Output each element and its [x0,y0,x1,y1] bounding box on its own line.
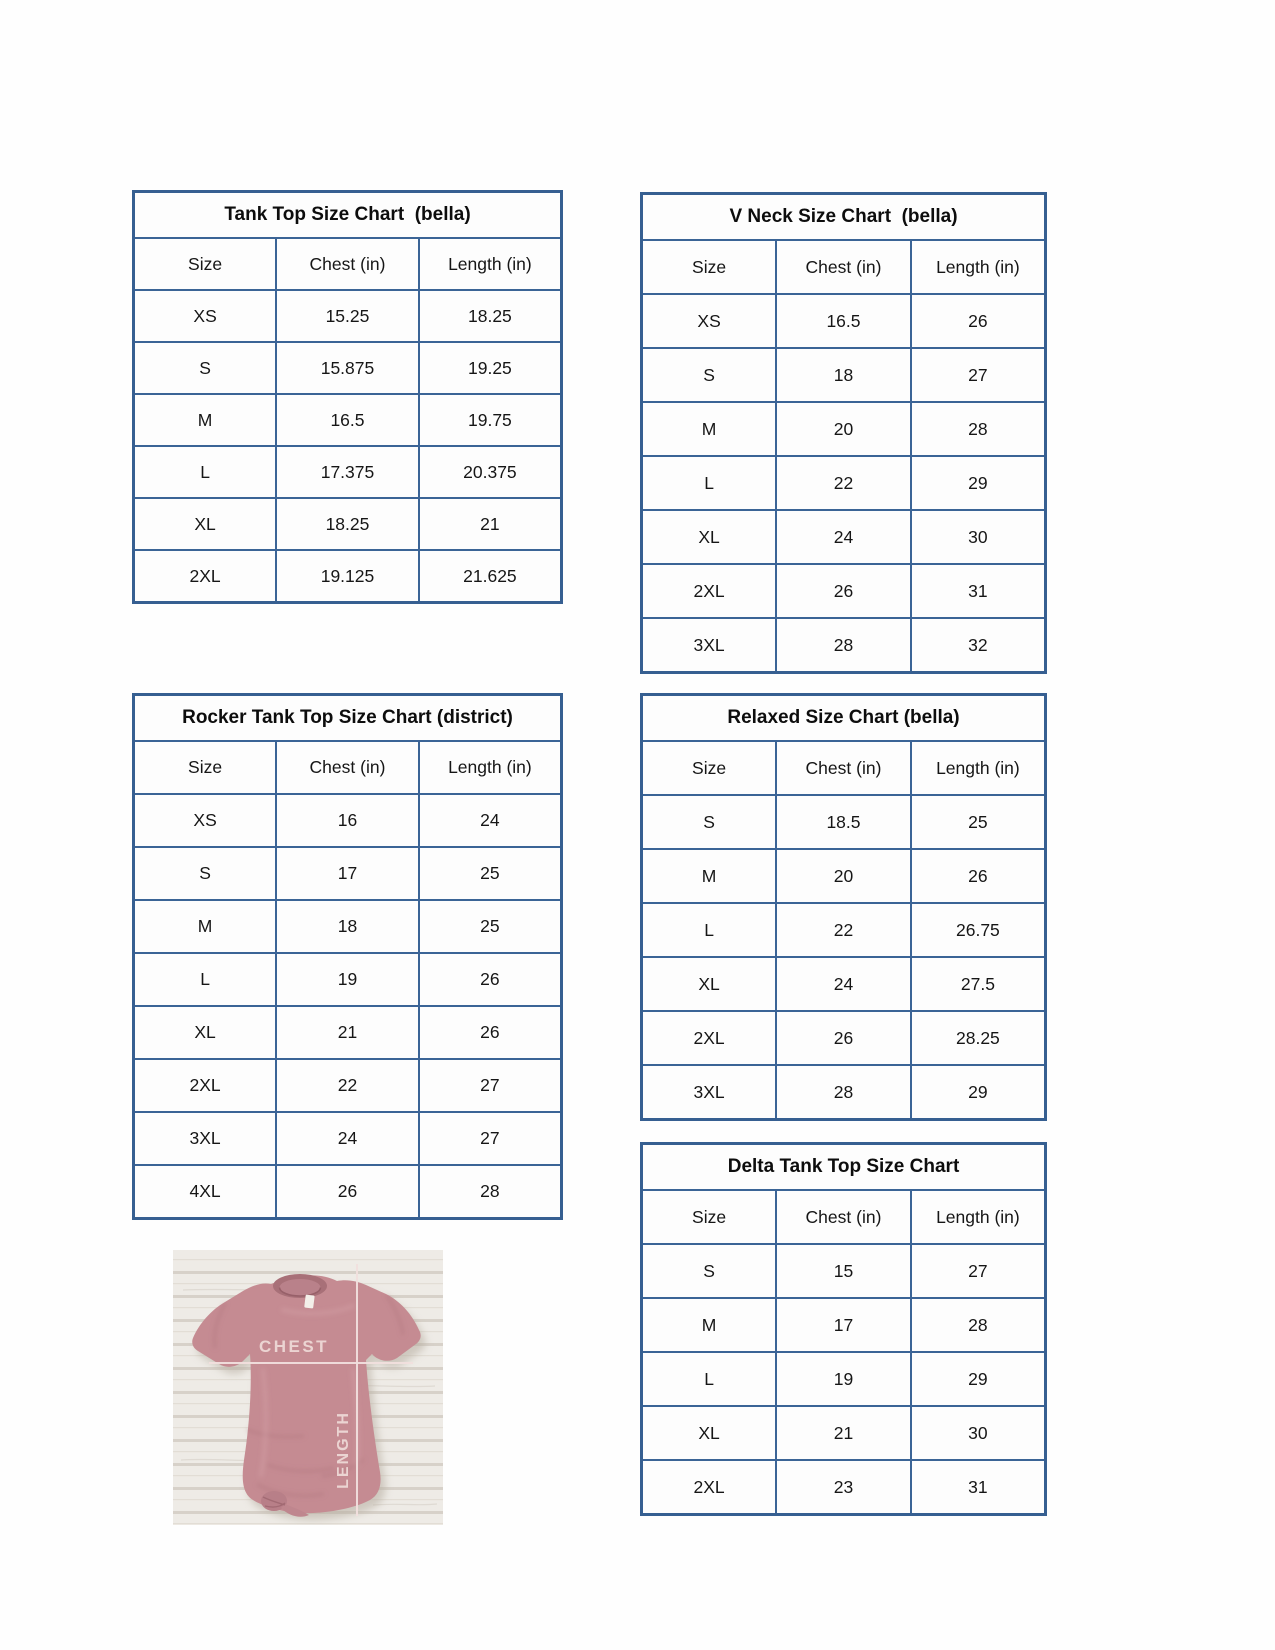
rocker-tank-top-title: Rocker Tank Top Size Chart (district) [134,695,562,742]
chest-cell: 22 [776,456,911,510]
length-cell: 28.25 [911,1011,1046,1065]
chest-cell: 18 [776,348,911,402]
relaxed-row [642,1011,1046,1065]
relaxed-row [642,903,1046,957]
length-cell: 26.75 [911,903,1046,957]
tank-top-row [134,290,562,342]
relaxed-title: Relaxed Size Chart (bella) [642,695,1046,742]
length-cell: 28 [911,1298,1046,1352]
size-cell: XL [134,498,277,550]
chest-cell: 20 [776,849,911,903]
rocker-tank-top-row [134,900,562,953]
chest-cell: 19.125 [276,550,419,603]
tank-top-size-table [132,190,563,604]
tank-top-column-header: Length (in) [419,238,562,290]
size-cell: XS [642,294,777,348]
chest-cell: 15.875 [276,342,419,394]
length-cell: 27 [419,1112,562,1165]
chest-cell: 15 [776,1244,911,1298]
size-cell: M [642,849,777,903]
length-cell: 21.625 [419,550,562,603]
size-cell: 2XL [642,564,777,618]
tshirt-photo-svg [173,1250,443,1525]
size-cell: L [642,456,777,510]
length-cell: 27.5 [911,957,1046,1011]
v-neck-row [642,348,1046,402]
tank-top-column-header: Size [134,238,277,290]
tank-top-row [134,550,562,603]
chest-cell: 28 [776,1065,911,1120]
delta-tank-top-row [642,1352,1046,1406]
length-cell: 31 [911,1460,1046,1515]
size-cell: S [134,847,277,900]
chest-cell: 24 [776,510,911,564]
rocker-tank-top-row [134,1165,562,1219]
rocker-tank-top-row [134,1112,562,1165]
delta-tank-top-column-header: Length (in) [911,1190,1046,1244]
v-neck-title: V Neck Size Chart (bella) [642,194,1046,241]
length-cell: 28 [419,1165,562,1219]
length-cell: 30 [911,1406,1046,1460]
chest-cell: 17 [276,847,419,900]
rocker-tank-top-column-header: Size [134,741,277,794]
size-cell: S [642,1244,777,1298]
tank-top-row [134,342,562,394]
tank-top-title: Tank Top Size Chart (bella) [134,192,562,239]
v-neck-row [642,456,1046,510]
relaxed-row [642,1065,1046,1120]
tank-top-row [134,446,562,498]
size-cell: L [134,446,277,498]
v-neck-row [642,564,1046,618]
chest-cell: 16 [276,794,419,847]
chest-cell: 22 [276,1059,419,1112]
chest-cell: 28 [776,618,911,673]
size-cell: 4XL [134,1165,277,1219]
v-neck-column-header: Size [642,240,777,294]
rocker-tank-top-size-table [132,693,563,1220]
length-cell: 29 [911,456,1046,510]
chest-cell: 20 [776,402,911,456]
length-cell: 25 [911,795,1046,849]
size-cell: 2XL [134,550,277,603]
length-cell: 19.75 [419,394,562,446]
length-cell: 31 [911,564,1046,618]
length-cell: 26 [419,1006,562,1059]
length-cell: 25 [419,847,562,900]
size-cell: S [134,342,277,394]
delta-tank-top-title: Delta Tank Top Size Chart [642,1144,1046,1191]
rocker-tank-top-row [134,847,562,900]
rocker-tank-top-row [134,953,562,1006]
size-cell: XL [642,1406,777,1460]
size-cell: S [642,348,777,402]
delta-tank-top-column-header: Size [642,1190,777,1244]
chest-cell: 24 [776,957,911,1011]
v-neck-row [642,510,1046,564]
size-cell: XS [134,290,277,342]
chest-cell: 15.25 [276,290,419,342]
v-neck-row [642,402,1046,456]
chest-cell: 19 [776,1352,911,1406]
size-cell: 3XL [134,1112,277,1165]
v-neck-row [642,294,1046,348]
chest-cell: 18.5 [776,795,911,849]
chest-cell: 26 [276,1165,419,1219]
length-cell: 27 [911,348,1046,402]
length-cell: 29 [911,1065,1046,1120]
relaxed-column-header: Chest (in) [776,741,911,795]
v-neck-row [642,618,1046,673]
delta-tank-top-column-header: Chest (in) [776,1190,911,1244]
length-cell: 24 [419,794,562,847]
chest-cell: 24 [276,1112,419,1165]
length-cell: 30 [911,510,1046,564]
chest-cell: 22 [776,903,911,957]
relaxed-column-header: Size [642,741,777,795]
rocker-tank-top-row [134,794,562,847]
size-cell: L [642,903,777,957]
chest-cell: 26 [776,1011,911,1065]
size-cell: M [134,900,277,953]
size-cell: 2XL [642,1011,777,1065]
length-cell: 18.25 [419,290,562,342]
chest-cell: 16.5 [276,394,419,446]
size-cell: 3XL [642,618,777,673]
tshirt-measurement-photo [173,1250,443,1525]
length-label: LENGTH [335,1411,352,1489]
v-neck-column-header: Length (in) [911,240,1046,294]
size-cell: XS [134,794,277,847]
delta-tank-top-row [642,1460,1046,1515]
length-cell: 26 [419,953,562,1006]
delta-tank-top-row [642,1244,1046,1298]
delta-tank-top-row [642,1406,1046,1460]
size-cell: XL [642,957,777,1011]
delta-tank-top-row [642,1298,1046,1352]
relaxed-row [642,957,1046,1011]
tank-top-row [134,394,562,446]
delta-tank-top-size-table [640,1142,1047,1516]
rocker-tank-top-column-header: Chest (in) [276,741,419,794]
size-cell: M [642,1298,777,1352]
length-cell: 27 [911,1244,1046,1298]
length-cell: 25 [419,900,562,953]
relaxed-column-header: Length (in) [911,741,1046,795]
length-cell: 20.375 [419,446,562,498]
chest-cell: 18 [276,900,419,953]
length-cell: 21 [419,498,562,550]
length-cell: 26 [911,849,1046,903]
chest-cell: 19 [276,953,419,1006]
size-cell: XL [642,510,777,564]
size-cell: S [642,795,777,849]
length-cell: 32 [911,618,1046,673]
length-cell: 27 [419,1059,562,1112]
chest-cell: 21 [276,1006,419,1059]
size-cell: XL [134,1006,277,1059]
chest-cell: 23 [776,1460,911,1515]
relaxed-row [642,849,1046,903]
shirt-tag [304,1295,315,1309]
rocker-tank-top-column-header: Length (in) [419,741,562,794]
size-cell: L [134,953,277,1006]
v-neck-column-header: Chest (in) [776,240,911,294]
size-cell: M [642,402,777,456]
tank-top-row [134,498,562,550]
size-cell: M [134,394,277,446]
chest-label: CHEST [258,1337,330,1356]
size-cell: 2XL [134,1059,277,1112]
size-cell: 2XL [642,1460,777,1515]
length-cell: 19.25 [419,342,562,394]
size-cell: 3XL [642,1065,777,1120]
relaxed-row [642,795,1046,849]
length-cell: 29 [911,1352,1046,1406]
length-cell: 26 [911,294,1046,348]
chest-cell: 17 [776,1298,911,1352]
relaxed-size-table [640,693,1047,1121]
chest-cell: 18.25 [276,498,419,550]
rocker-tank-top-row [134,1059,562,1112]
chest-cell: 16.5 [776,294,911,348]
v-neck-size-table [640,192,1047,674]
chest-cell: 26 [776,564,911,618]
chest-cell: 21 [776,1406,911,1460]
size-cell: L [642,1352,777,1406]
length-cell: 28 [911,402,1046,456]
chest-cell: 17.375 [276,446,419,498]
rocker-tank-top-row [134,1006,562,1059]
tank-top-column-header: Chest (in) [276,238,419,290]
